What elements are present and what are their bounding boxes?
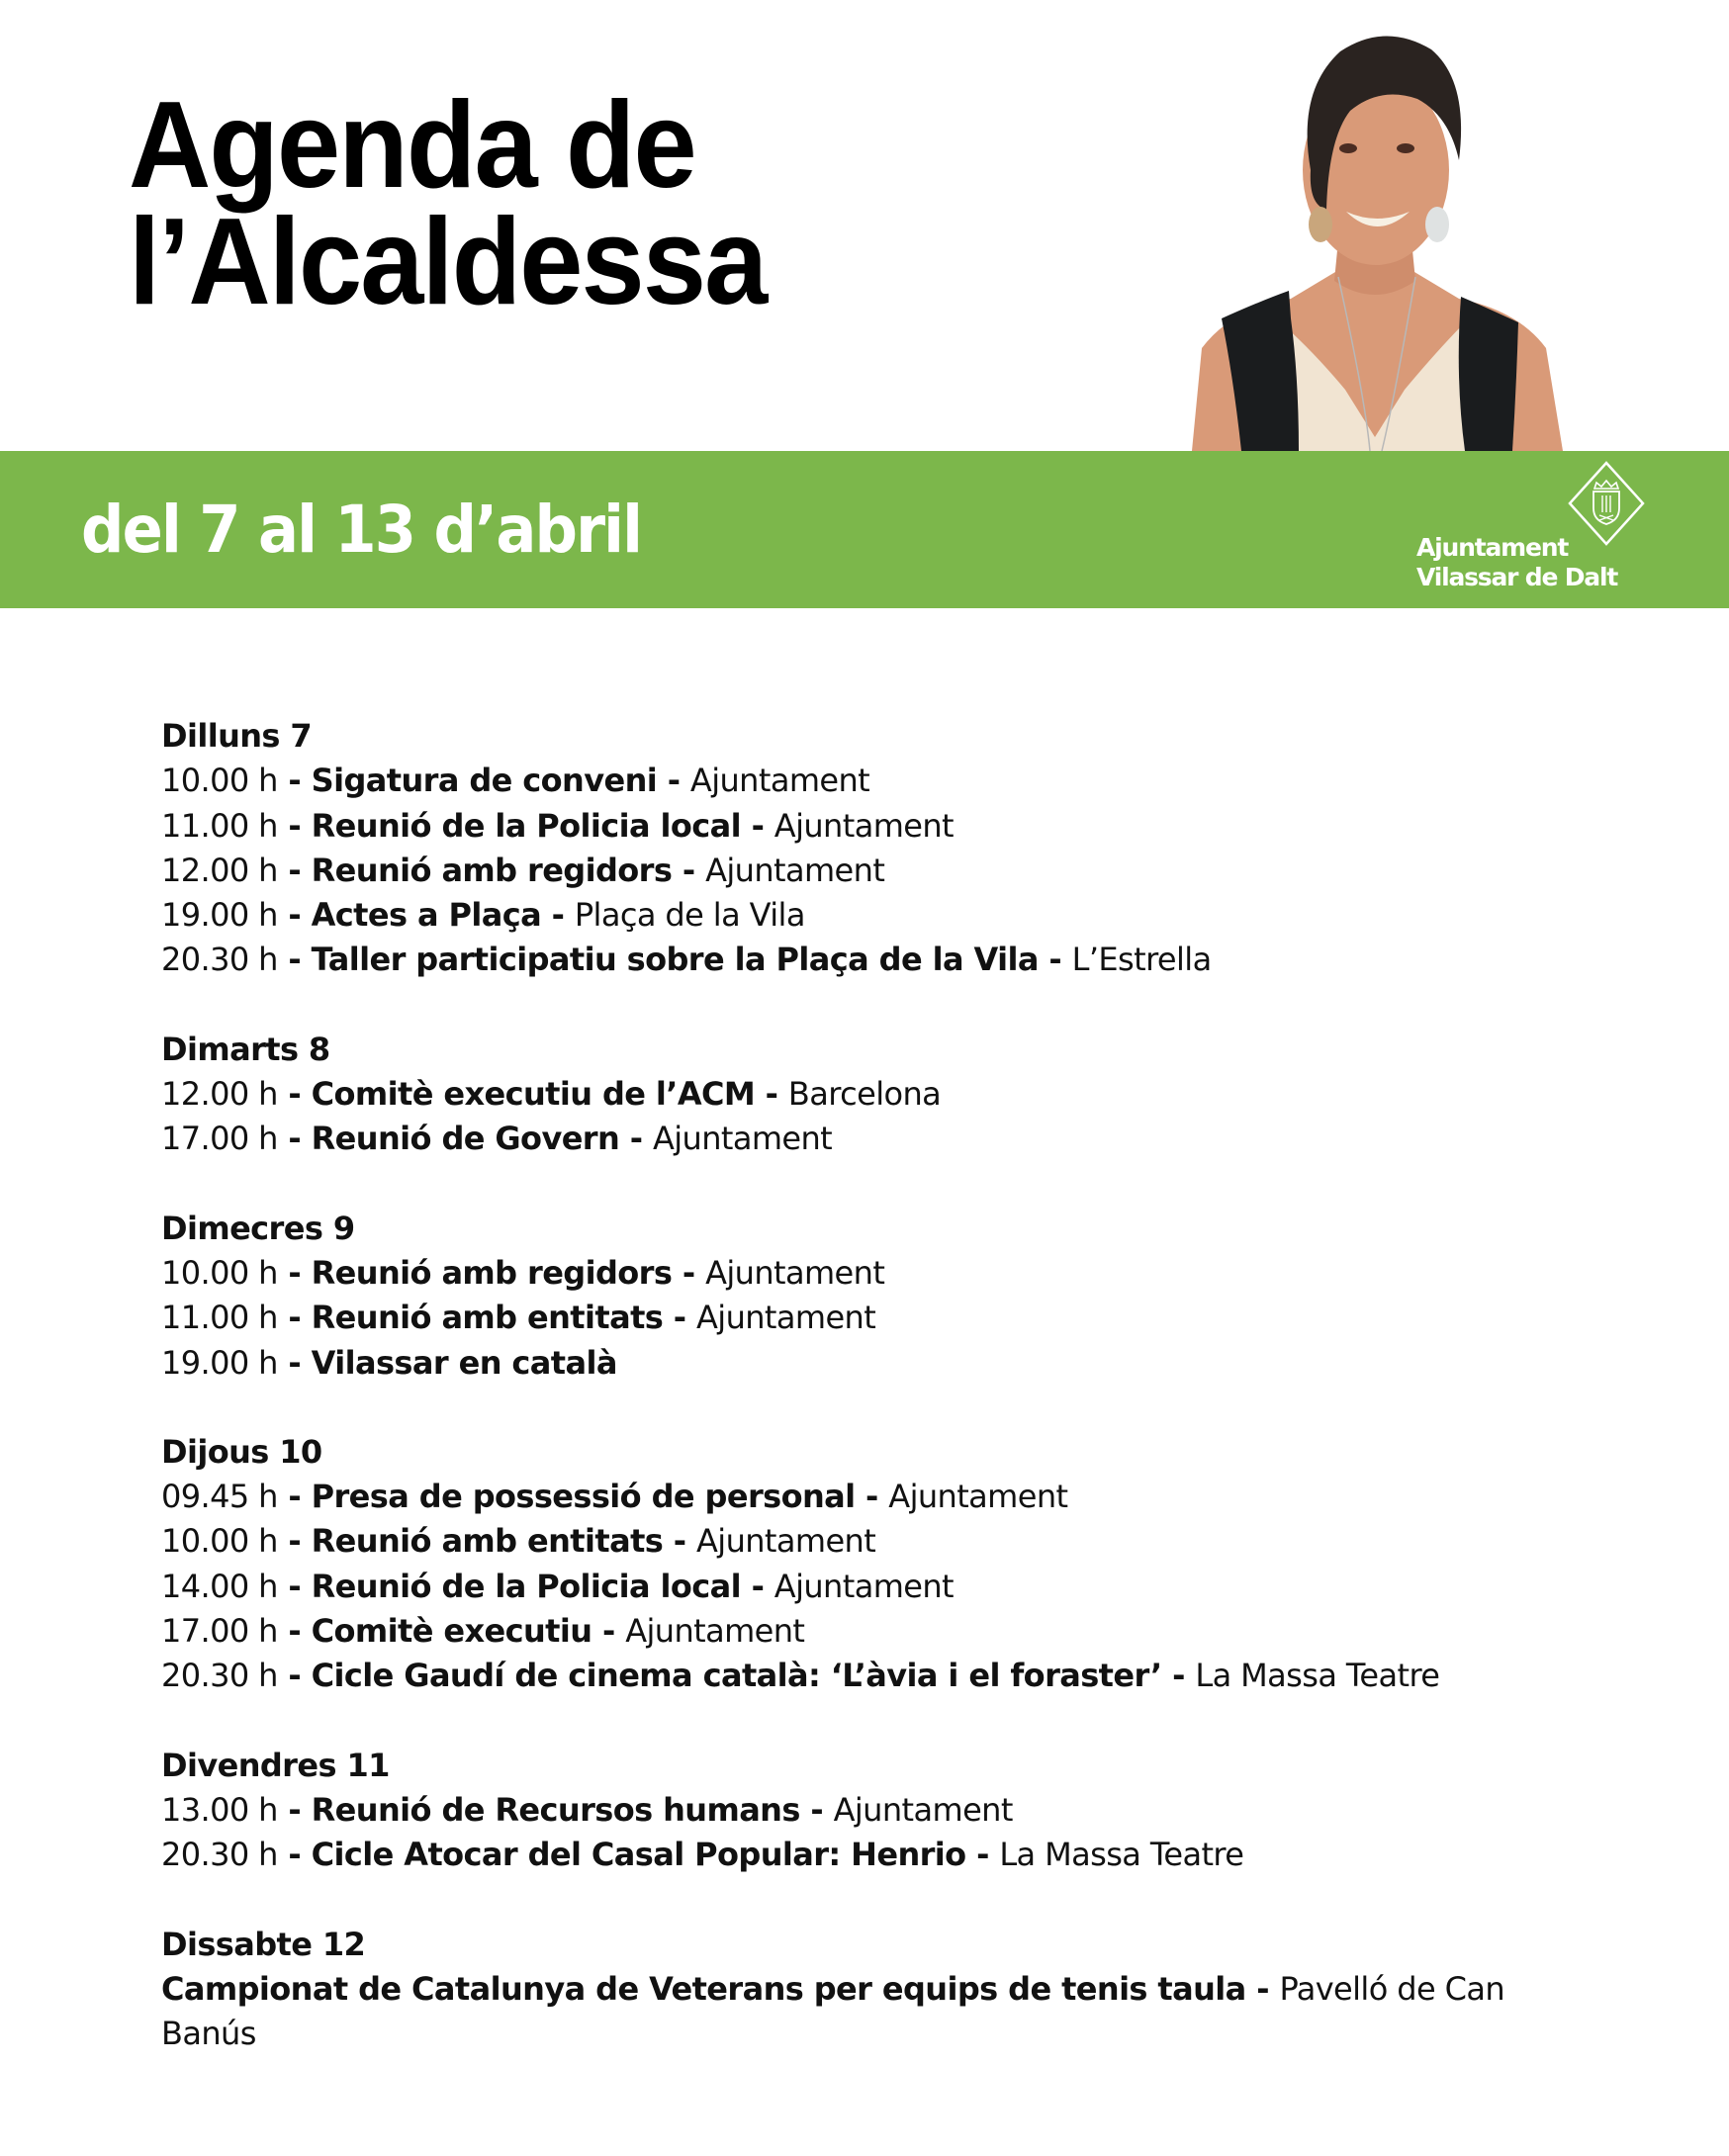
separator: -: [277, 1790, 312, 1829]
event-row: [161, 1519, 1546, 1564]
event-time: 10.00 h: [161, 1522, 278, 1561]
event-name: Comitè executiu: [311, 1612, 592, 1651]
event-row: [161, 1967, 1546, 2057]
event-time: 10.00 h: [161, 762, 278, 800]
separator: -: [277, 1343, 312, 1382]
separator: -: [277, 806, 312, 845]
event-row: [161, 1565, 1546, 1609]
event-time: 19.00 h: [161, 1343, 278, 1382]
event-place: Ajuntament: [689, 762, 870, 800]
day-section: [161, 1028, 1546, 1162]
separator: -: [672, 851, 706, 889]
event-place: Ajuntament: [888, 1478, 1068, 1516]
event-name: Reunió amb entitats: [311, 1522, 664, 1561]
page-title: [129, 77, 767, 330]
event-name: Reunió de Govern: [311, 1120, 620, 1158]
separator: -: [1038, 941, 1072, 979]
separator: -: [541, 896, 575, 935]
day-title: Divendres 11: [161, 1746, 390, 1784]
event-place: Ajuntament: [705, 1253, 885, 1292]
separator: -: [855, 1478, 889, 1516]
event-name: Campionat de Catalunya de Veterans per equips de tenis taula: [161, 1969, 1246, 2008]
day-section: [161, 1923, 1546, 2057]
event-row: [161, 1117, 1546, 1161]
event-time: 10.00 h: [161, 1253, 278, 1292]
event-place: Ajuntament: [625, 1612, 805, 1651]
event-time: 17.00 h: [161, 1120, 278, 1158]
event-name: Presa de possessió de personal: [311, 1478, 856, 1516]
event-time: 12.00 h: [161, 1075, 278, 1114]
day-section: [161, 714, 1546, 983]
separator: -: [592, 1612, 626, 1651]
separator: -: [277, 851, 312, 889]
event-time: 20.30 h: [161, 1836, 278, 1874]
separator: -: [277, 1522, 312, 1561]
event-name: Reunió de Recursos humans: [311, 1790, 800, 1829]
event-row: [161, 1341, 1546, 1386]
separator: -: [277, 1657, 312, 1695]
event-row: [161, 1296, 1546, 1340]
logo-line-1: Ajuntament: [1416, 533, 1569, 562]
event-row: [161, 1788, 1546, 1833]
page-title-line-1: Agenda de: [129, 77, 695, 214]
event-place: Barcelona: [787, 1075, 942, 1114]
event-place: La Massa Teatre: [999, 1836, 1244, 1874]
separator: -: [965, 1836, 1000, 1874]
separator: -: [619, 1120, 653, 1158]
event-row: [161, 1072, 1546, 1117]
event-name: Reunió de la Policia local: [311, 806, 742, 845]
separator: -: [277, 1612, 312, 1651]
event-row: [161, 1251, 1546, 1296]
separator: -: [277, 1478, 312, 1516]
mayor-portrait: [1172, 22, 1578, 451]
event-time: 19.00 h: [161, 896, 278, 935]
event-time: 12.00 h: [161, 851, 278, 889]
mayor-portrait-illustration: [1172, 22, 1578, 451]
separator: -: [755, 1075, 788, 1114]
day-section: [161, 1207, 1546, 1386]
event-time: 09.45 h: [161, 1478, 278, 1516]
event-place: Ajuntament: [695, 1299, 876, 1337]
separator: -: [277, 1567, 312, 1605]
event-name: Cicle Atocar del Casal Popular: Henrio: [311, 1836, 966, 1874]
town-hall-logo: [1416, 461, 1654, 599]
event-row: [161, 804, 1546, 849]
event-place: Ajuntament: [774, 1567, 954, 1605]
event-place: Ajuntament: [652, 1120, 833, 1158]
separator: -: [277, 1253, 312, 1292]
separator: -: [663, 1522, 696, 1561]
event-name: Reunió de la Policia local: [311, 1567, 742, 1605]
logo-line-2: Vilassar de Dalt: [1416, 563, 1618, 591]
separator: -: [277, 1836, 312, 1874]
event-place: Ajuntament: [705, 851, 885, 889]
separator: -: [741, 1567, 774, 1605]
event-time: 20.30 h: [161, 1657, 278, 1695]
event-row: [161, 893, 1546, 938]
separator: -: [663, 1299, 696, 1337]
separator: -: [657, 762, 690, 800]
separator: -: [741, 806, 774, 845]
event-place: L’Estrella: [1071, 941, 1212, 979]
day-title: Dimarts 8: [161, 1030, 330, 1068]
separator: -: [277, 762, 312, 800]
event-name: Reunió amb regidors: [311, 1253, 673, 1292]
event-name: Taller participatiu sobre la Plaça de la Vila: [311, 941, 1039, 979]
page-title-line-2: l’Alcaldessa: [129, 194, 767, 330]
separator: -: [277, 1120, 312, 1158]
event-place: Ajuntament: [774, 806, 954, 845]
event-row: [161, 849, 1546, 893]
event-name: Reunió amb entitats: [311, 1299, 664, 1337]
town-hall-name: [1416, 533, 1617, 592]
agenda-schedule: [161, 714, 1546, 2101]
day-title: Dijous 10: [161, 1432, 322, 1471]
event-time: 13.00 h: [161, 1790, 278, 1829]
event-name: Reunió amb regidors: [311, 851, 673, 889]
event-name: Comitè executiu de l’ACM: [311, 1075, 756, 1114]
separator: -: [799, 1790, 834, 1829]
date-banner: [0, 451, 1729, 608]
event-row: [161, 1654, 1546, 1698]
event-name: Vilassar en català: [311, 1343, 617, 1382]
event-time: 11.00 h: [161, 806, 278, 845]
event-time: 20.30 h: [161, 941, 278, 979]
event-time: 14.00 h: [161, 1567, 278, 1605]
separator: -: [1245, 1969, 1280, 2008]
separator: -: [277, 896, 312, 935]
day-title: Dimecres 9: [161, 1209, 355, 1247]
event-row: [161, 938, 1546, 982]
day-title: Dilluns 7: [161, 717, 313, 755]
event-row: [161, 1475, 1546, 1519]
event-place: La Massa Teatre: [1195, 1657, 1440, 1695]
separator: -: [1161, 1657, 1196, 1695]
event-row: [161, 1833, 1546, 1877]
event-place: Ajuntament: [695, 1522, 876, 1561]
event-row: [161, 1609, 1546, 1654]
separator: -: [277, 941, 312, 979]
separator: -: [277, 1075, 312, 1114]
day-section: [161, 1430, 1546, 1699]
event-time: 17.00 h: [161, 1612, 278, 1651]
event-name: Sigatura de conveni: [311, 762, 658, 800]
event-name: Actes a Plaça: [311, 896, 542, 935]
separator: -: [672, 1253, 706, 1292]
event-row: [161, 759, 1546, 803]
event-place: Plaça de la Vila: [574, 896, 805, 935]
event-name: Cicle Gaudí de cinema català: ‘L’àvia i el foraster’: [311, 1657, 1162, 1695]
event-time: 11.00 h: [161, 1299, 278, 1337]
event-place: Pavelló de Can Banús: [161, 1969, 1505, 2053]
event-place: Ajuntament: [833, 1790, 1013, 1829]
day-section: [161, 1744, 1546, 1878]
date-range: del 7 al 13 d’abril: [81, 492, 642, 568]
separator: -: [277, 1299, 312, 1337]
day-title: Dissabte 12: [161, 1925, 366, 1963]
